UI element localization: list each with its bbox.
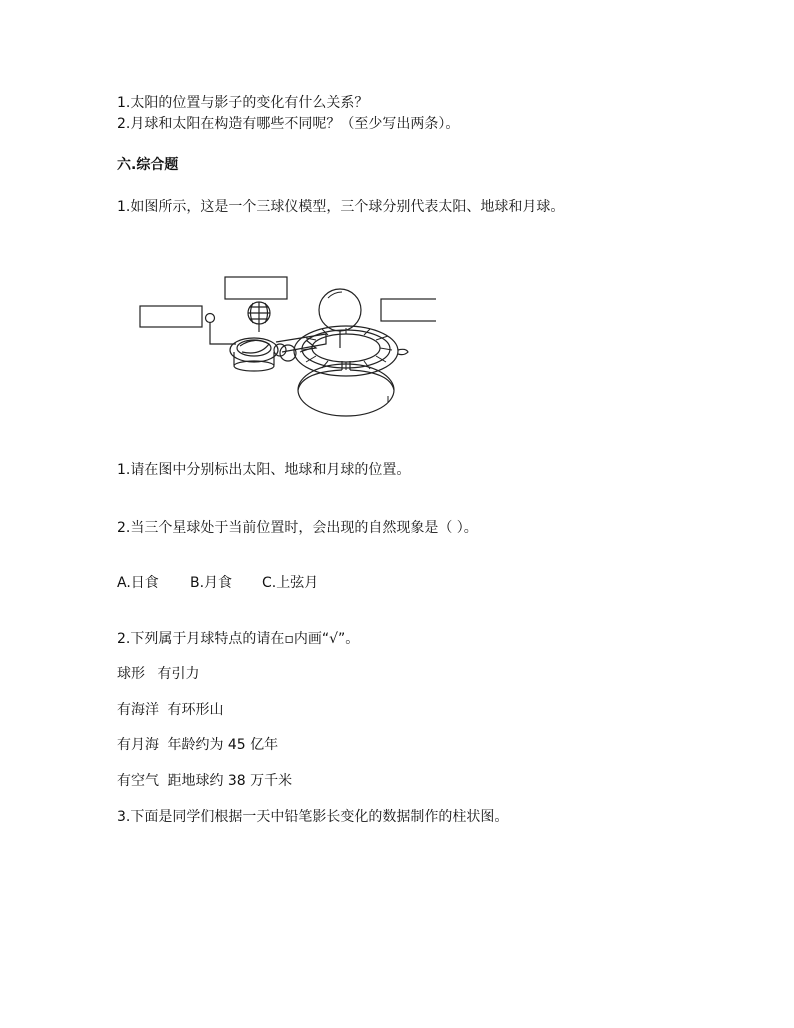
q1-intro: 1.如图所示，这是一个三球仪模型，三个球分别代表太阳、地球和月球。 [117, 199, 565, 215]
q2-row-2 [117, 701, 223, 719]
q2-row-3-item-1[interactable]: 有月海 [117, 737, 159, 753]
q2-row-3-item-2[interactable]: 年龄约为 45 亿年 [167, 737, 279, 753]
q2-row-1 [117, 665, 199, 683]
q2-row-1-item-2[interactable]: 有引力 [157, 666, 200, 682]
question-sun-shadow: 1.太阳的位置与影子的变化有什么关系？ [117, 95, 369, 111]
label-box-top [225, 277, 287, 299]
q2-row-4 [117, 772, 292, 790]
section-title: 六.综合题 [117, 157, 179, 173]
q2-row-1-item-1[interactable]: 球形 [117, 666, 145, 682]
option-a[interactable]: A.日食 [117, 575, 159, 591]
q2-row-4-item-2[interactable]: 距地球约 38 万千米 [167, 773, 293, 789]
option-c[interactable]: C.上弦月 [262, 575, 319, 591]
q1-sub2: 2.当三个星球处于当前位置时，会出现的自然现象是（ ）。 [117, 520, 478, 536]
q3-intro: 3.下面是同学们根据一天中铅笔影长变化的数据制作的柱状图。 [117, 809, 509, 825]
q2-intro: 2.下列属于月球特点的请在▫内画“√”。 [117, 631, 360, 647]
q2-row-2-item-1[interactable]: 有海洋 [117, 702, 159, 718]
q2-row-2-item-2[interactable]: 有环形山 [167, 702, 224, 718]
label-box-right [381, 299, 436, 321]
q1-sub1: 1.请在图中分别标出太阳、地球和月球的位置。 [117, 462, 411, 478]
option-b[interactable]: B.月食 [190, 575, 233, 591]
label-box-left [140, 306, 202, 327]
moon-sphere [206, 314, 215, 323]
q2-row-3 [117, 736, 278, 754]
tellurion-figure [136, 268, 436, 418]
sun-sphere [319, 289, 361, 331]
earth-sphere [248, 302, 270, 324]
q2-row-4-item-1[interactable]: 有空气 [117, 773, 159, 789]
question-moon-sun-structure: 2.月球和太阳在构造有哪些不同呢？（至少写出两条）。 [117, 116, 460, 132]
